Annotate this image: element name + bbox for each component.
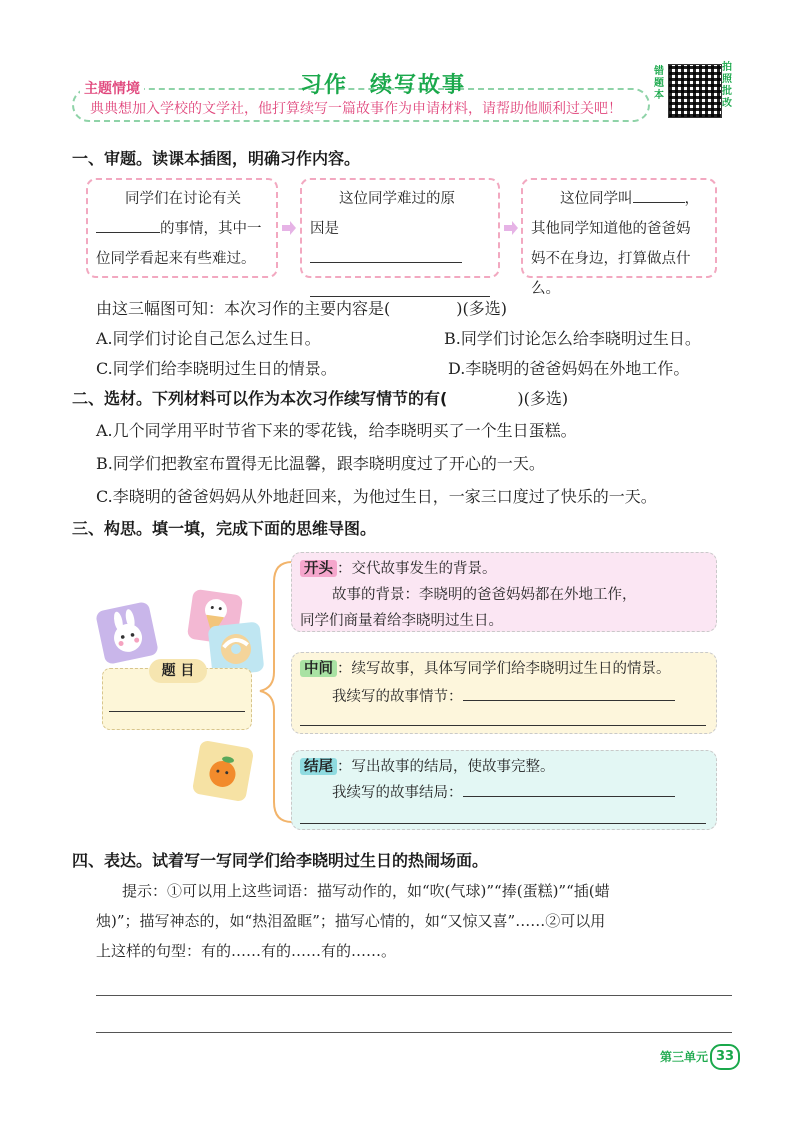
middle-blank-2[interactable] [300,725,706,726]
middle-blank-1[interactable] [463,700,675,701]
arrow-right-icon [281,220,297,236]
qr-left-label: 错题本 [654,66,664,101]
box2-line1: 这位同学难过的原 [339,191,455,207]
ending-tag: 结尾 [300,758,337,775]
title-blank[interactable] [109,711,245,712]
section2-heading: 二、选材。下列材料可以作为本次习作续写情节的有( )(多选) [72,389,569,408]
step-box-1 [86,178,278,278]
box3-line1: 这位同学叫 ， [560,191,699,207]
box1-line2: 的事情，其中一 [96,214,268,244]
title-box [102,663,252,730]
box1-line3: 位同学看起来有些难过。 [96,251,256,267]
mindmap-brace [256,552,296,830]
qr-code-icon[interactable] [668,64,722,118]
arrow-right-icon [503,220,519,236]
middle-line1: 我续写的故事情节： [332,685,675,706]
section4-heading: 四、表达。试着写一写同学们给李晓明过生日的热闹场面。 [72,851,489,870]
section3-heading: 三、构思。填一填，完成下面的思维导图。 [72,519,377,538]
bunny-sticker-icon [95,601,159,665]
middle-tag: 中间 [300,660,337,677]
ending-heading: 结尾 ：写出故事的结局，使故事完整。 [300,755,555,776]
box3-line3: 妈不在身边，打算做点什么。 [531,251,691,297]
box1-line1: 同学们在讨论有关 [125,191,241,207]
box2-line2: 因是 [310,214,490,274]
box1-blank[interactable] [96,232,160,233]
section1-question: 由这三幅图可知：本次习作的主要内容是( )(多选) [96,299,507,318]
title-label: 题 目 [149,659,207,683]
qr-right-label: 拍照批改 [722,62,732,109]
tip-line-2: 烛)”；描写神态的，如“热泪盈眶”；描写心情的，如“又惊又喜”……②可以用 [96,912,606,930]
opening-box [291,552,717,632]
tip-line-1: 提示：①可以用上这些词语：描写动作的，如“吹(气球)”“捧(蛋糕)”“插(蜡 [122,882,610,900]
box2-blank-2[interactable] [310,274,490,297]
box3-line2: 其他同学知道他的爸爸妈 [531,221,691,237]
option-2b: B.同学们把教室布置得无比温馨，跟李晓明度过了开心的一天。 [96,454,545,473]
ending-box [291,750,717,830]
tip-line-3: 上这样的句型：有的……有的……有的……。 [96,942,397,960]
middle-heading: 中间 ：续写故事，具体写同学们给李晓明过生日的情景。 [300,657,671,678]
step-box-2 [300,178,500,278]
header-label: 主题情境 [80,78,144,98]
option-1d: D.李晓明的爸爸妈妈在外地工作。 [448,359,690,378]
ending-line1: 我续写的故事结局： [332,781,675,802]
title-part2: 续写故事 [370,73,467,98]
title-part1: 习作 [300,73,349,98]
step-box-3 [521,178,717,297]
box3-blank[interactable] [633,202,685,203]
orange-sticker-icon [192,740,255,803]
option-1a: A.同学们讨论自己怎么过生日。 [96,329,321,348]
page-number: 33 [710,1044,740,1070]
opening-line2: 同学们商量着给李晓明过生日。 [300,613,503,629]
middle-box [291,652,717,734]
opening-tag: 开头 [300,560,337,577]
opening-heading: 开头 ：交代故事发生的背景。 [300,557,497,578]
option-1c: C.同学们给李晓明过生日的情景。 [96,359,337,378]
option-2c: C.李晓明的爸爸妈妈从外地赶回来，为他过生日，一家三口度过了快乐的一天。 [96,487,657,506]
ending-blank-1[interactable] [463,796,675,797]
box2-blank-1[interactable] [310,262,462,263]
header-scenario: 典典想加入学校的文学社，他打算续写一篇故事作为申请材料，请帮助他顺利过关吧！ [90,101,622,117]
writing-line[interactable] [96,1032,732,1033]
option-1b: B.同学们讨论怎么给李晓明过生日。 [444,329,701,348]
option-2a: A.几个同学用平时节省下来的零花钱，给李晓明买了一个生日蛋糕。 [96,421,577,440]
footer-unit: 第三单元 [660,1050,709,1064]
opening-line1: 故事的背景：李晓明的爸爸妈妈都在外地工作， [332,587,637,603]
ending-blank-2[interactable] [300,823,706,824]
page-title [300,68,466,99]
section1-heading: 一、审题。读课本插图，明确习作内容。 [72,149,361,168]
writing-line[interactable] [96,995,732,996]
